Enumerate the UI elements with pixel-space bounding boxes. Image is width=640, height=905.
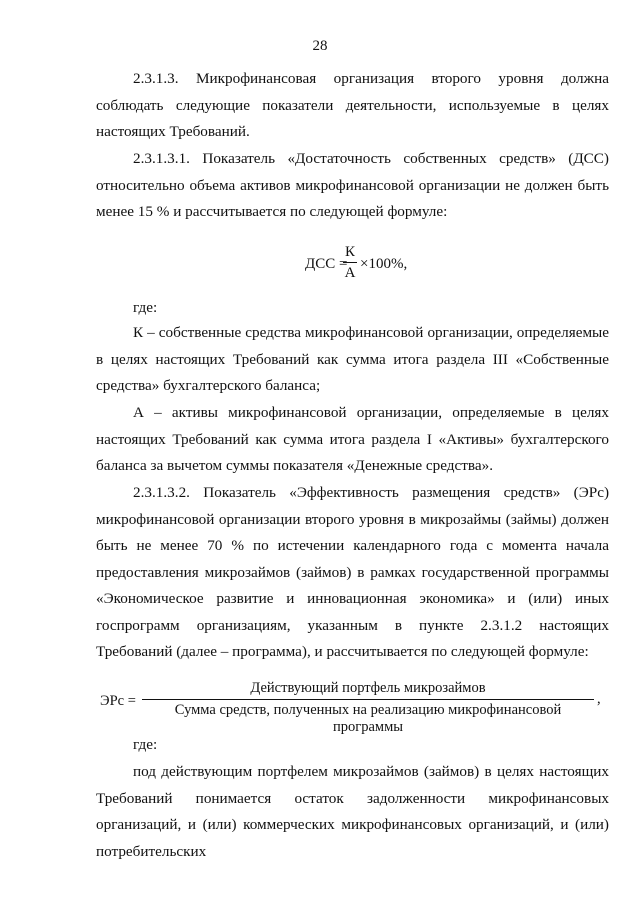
paragraph-2-3-1-3: 2.3.1.3. Микрофинансовая организация второго уровня должна соблюдать следующие показатели деятельности, используемые в целях настоящих Требований. — [96, 70, 609, 140]
formula-ers — [100, 680, 610, 735]
definition-a: А – активы микрофинансовой организации, определяемые в целях настоящих Требований как сумма итога раздела I «Активы» бухгалтерского баланса за вычетом суммы показателя «Денежные средства». — [96, 404, 609, 474]
paragraph-portfolio-definition: под действующим портфелем микрозаймов (займов) в целях настоящих Требований понимается остаток задолженности микрофинансовых организаций, и (или) коммерческих микрофинансовых организаций, и (или) потребительских — [96, 763, 609, 860]
paragraph-2-3-1-3-2: 2.3.1.3.2. Показатель «Эффективность размещения средств» (ЭРс) микрофинансовой организации второго уровня в микрозаймы (займы) должен быть не менее 70 % по истечении календарного года с момента начала предоставления микрозаймов (займов) в рамках государственной программы «Экономическое развитие и инновационная экономика» и (или) иных госпрограмм организациям, указанным в пункте 2.3.1.2 настоящих Требований (далее – программа), и рассчитывается по следующей формуле: — [96, 484, 609, 660]
formula-dss-denominator: А — [344, 265, 356, 281]
definition-k: К – собственные средства микрофинансовой организации, определяемые в целях настоящих Требований как сумма итога раздела III «Собственные средства» бухгалтерского баланса; — [96, 324, 609, 394]
formula-dss-numerator: К — [344, 244, 355, 260]
formula-dss-rhs: ×100%, — [360, 256, 408, 272]
where-label-2: где: — [133, 736, 158, 753]
formula-ers-numerator: Действующий портфель микрозаймов — [250, 680, 486, 696]
fraction-bar — [142, 699, 594, 700]
formula-ers-denominator: Сумма средств, полученных на реализацию микрофинансовой программы — [174, 702, 562, 735]
formula-dss-lhs: ДСС = — [305, 256, 348, 272]
fraction-bar — [343, 262, 357, 263]
page-number: 28 — [312, 38, 328, 54]
formula-ers-comma: , — [597, 691, 601, 707]
where-label: где: — [133, 299, 158, 316]
formula-ers-lhs: ЭРс = — [100, 693, 136, 709]
paragraph-2-3-1-3-1: 2.3.1.3.1. Показатель «Достаточность собственных средств» (ДСС) относительно объема активов микрофинансовой организации не должен быть менее 15 % и рассчитывается по следующей формуле: — [96, 150, 609, 220]
formula-dss-fraction — [343, 244, 357, 281]
